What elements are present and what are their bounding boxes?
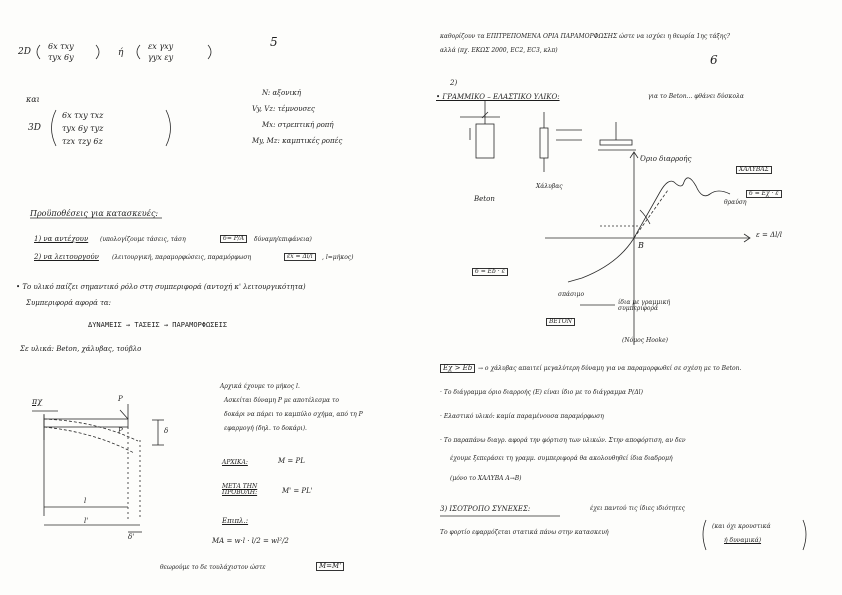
- epipl-label: Επιπλ.:: [222, 517, 249, 525]
- explanation-line-2: Ασκείται δύναμη P με αποτέλεσμα το: [224, 397, 339, 404]
- epipl-equation: MA = w·l · l/2 = wl²/2: [212, 537, 289, 545]
- forces-chain: ΔΥΝΑΜΕΙΣ → ΤΑΣΕΙΣ → ΠΑΡΑΜΟΡΦΩΣΕΙΣ: [88, 321, 228, 329]
- beton-box-label: ΒΕΤΟΝ: [546, 318, 575, 326]
- material-note-2: Συμπεριφορά αφορά τα:: [26, 299, 112, 307]
- page-number-left: 5: [270, 35, 278, 49]
- force-legend-v: Vy, Vz: τέμνουσες: [252, 105, 315, 113]
- modulus-inequality-text: → ο χάλυβας απαιτεί μεγαλύτερη δύναμη για να παραμορφωθεί σε σχέση με το Beton.: [478, 365, 742, 372]
- length-l-label: l: [84, 497, 87, 505]
- static-note-2: ή δυναμικά): [724, 537, 762, 544]
- tensor-2d-row-1: 6x τxy: [48, 42, 74, 51]
- note-bullet-1: · Το διάγραμμα όριο διαρροής (Ε) είναι ίδιο με το διάγραμμα P(Δl): [440, 389, 643, 396]
- assumptions-title: Προϋποθέσεις για κατασκευές:: [30, 209, 159, 218]
- strain-2d-row-1: εx γxy: [148, 42, 174, 51]
- static-note-1: (και όχι κρουστικά: [712, 523, 771, 530]
- section-3-title: 3) ΙΣΟΤΡΟΠΟ ΣΥΝΕΧΕΣ:: [440, 505, 531, 513]
- page-number-right: 6: [710, 53, 718, 67]
- tensor-3d-row-1: 6x τxy τxz: [62, 111, 104, 120]
- length-l-prime-label: l': [84, 517, 89, 525]
- tensor-3d-label: 3D: [28, 123, 41, 133]
- top-text-1: καθορίζουν τα ΕΠΙΤΡΕΠΟΜΕΝΑ ΟΡΙΑ ΠΑΡΑΜΟΡΦΩΣΗΣ ώστε να ισχύει η θεωρία 1ης τάξης?: [440, 33, 730, 40]
- load-p-label: P: [118, 395, 123, 403]
- elastic-material-title: • ΓΡΑΜΜΙΚΟ – ΕΛΑΣΤΙΚΟ ΥΛΙΚΟ:: [436, 93, 560, 101]
- beton-equation: 6 = Eb · ε: [472, 268, 508, 276]
- after-equation: M' = PL': [282, 487, 313, 495]
- strain-2d-row-2: γyx εy: [148, 53, 174, 62]
- section-2-number: 2): [450, 79, 458, 87]
- note-bullet-3a: · Το παραπάνω διαγρ. αφορά την φόρτιση των υλικών. Στην αποφόρτιση, αν δεν: [440, 437, 686, 444]
- force-legend-n: N: αξονική: [262, 89, 302, 97]
- note-bullet-3c: (μόνο το ΧΑΛΥΒΑ Α→Β): [450, 475, 522, 482]
- after-label: ΜΕΤΑ ΤΗΝ ΠΡΟΒΟΛΗ:: [222, 483, 258, 496]
- strain-formula-box: εx = Δl/l: [284, 253, 316, 261]
- fracture-label: θραύση: [724, 199, 747, 206]
- assumption-2-label: 2) να λειτουργούν: [34, 253, 99, 261]
- note-bullet-2: · Ελαστικό υλικό: καμία παραμένουσα παραμόρφωση: [440, 413, 604, 420]
- static-load-line: Το φορτίο εφαρμόζεται στατικά πάνω στην κατασκευή: [440, 529, 609, 536]
- origin-label: Β: [638, 241, 644, 250]
- beton-note: για το Beton... φθάνει δύσκολα: [648, 93, 744, 100]
- steel-box-label: ΧΑΛΥΒΑΣ: [736, 166, 772, 174]
- initial-label: ΑΡΧΙΚΑ:: [222, 459, 248, 466]
- kai-word: και: [26, 95, 40, 104]
- delta-prime-label: δ': [128, 533, 135, 541]
- assumption-1-tail: δύναμη/επιφάνεια): [254, 236, 312, 243]
- beton-specimen-label: Beton: [474, 195, 495, 203]
- yield-limit-label: Όριο διαρροής: [640, 155, 692, 163]
- strain-axis-label: ε = Δl/l: [756, 231, 782, 239]
- example-materials: Σε υλικά: Beton, χάλυβας, τούβλο: [20, 345, 142, 353]
- hooke-law-label: (Νόμος Hooke): [622, 337, 668, 344]
- assumption-2-text: (λειτουργική, παραμορφώσεις, παραμόρφωση: [112, 254, 252, 261]
- crush-label: σπάσιμο: [558, 291, 585, 298]
- tensor-3d-row-3: τzx τzy 6z: [62, 137, 103, 146]
- tensor-3d-row-2: τyx 6y τyz: [62, 124, 104, 133]
- load-p-prime-label: P: [118, 427, 123, 435]
- force-legend-mx: Mx: στρεπτική ροπή: [262, 121, 334, 129]
- assumption-1-label: 1) να αντέχουν: [34, 235, 89, 243]
- explanation-line-3: δοκάρι να πάρει το καμπύλο σχήμα, από τη P: [224, 411, 363, 418]
- steel-specimen-label: Χάλυβας: [536, 183, 563, 190]
- conclusion-text: θεωρούμε το δε τουλάχιστον ώστε: [160, 564, 266, 571]
- modulus-inequality-box: Eχ > Eb: [440, 364, 475, 373]
- deflection-label: δ: [164, 427, 169, 435]
- steel-equation: 6 = Eχ · ε: [746, 190, 782, 198]
- material-note-1: • Το υλικό παίζει σημαντικό ρόλο στη συμπεριφορά (αντοχή κ' λειτουργικότητα): [16, 283, 306, 291]
- assumption-2-tail: , l=μήκος): [322, 254, 354, 261]
- moment-equality-box: M=M': [316, 562, 344, 571]
- explanation-line-1: Αρχικά έχουμε το μήκος l.: [220, 383, 300, 390]
- section-3-text: έχει παντού τις ίδιες ιδιότητες: [590, 505, 685, 512]
- tensor-2d-label: 2D: [18, 47, 31, 57]
- top-text-2: αλλά (πχ. ΕΚΩΣ 2000, ΕC2, ΕC3, κλπ): [440, 47, 558, 54]
- stress-formula-box: 6= P/A: [220, 235, 247, 243]
- tensor-2d-row-2: τyx 6y: [48, 53, 74, 62]
- example-label: πχ: [32, 397, 43, 406]
- or-word: ή: [118, 48, 124, 58]
- force-legend-my: My, Mz: καμπτικές ροπές: [252, 137, 343, 145]
- explanation-line-4: εφαρμογή (δηλ. το δοκάρι).: [224, 425, 307, 432]
- note-bullet-3b: έχουμε ξεπεράσει τη γραμμ. συμπεριφορά θα ακολουθηθεί ίδια διαδρομή: [450, 455, 673, 462]
- initial-equation: M = PL: [278, 457, 305, 465]
- assumption-1-text: (υπολογίζουμε τάσεις, τάση: [100, 236, 186, 243]
- hooke-left-note: ίδια με γραμμική συμπεριφορά: [618, 299, 671, 312]
